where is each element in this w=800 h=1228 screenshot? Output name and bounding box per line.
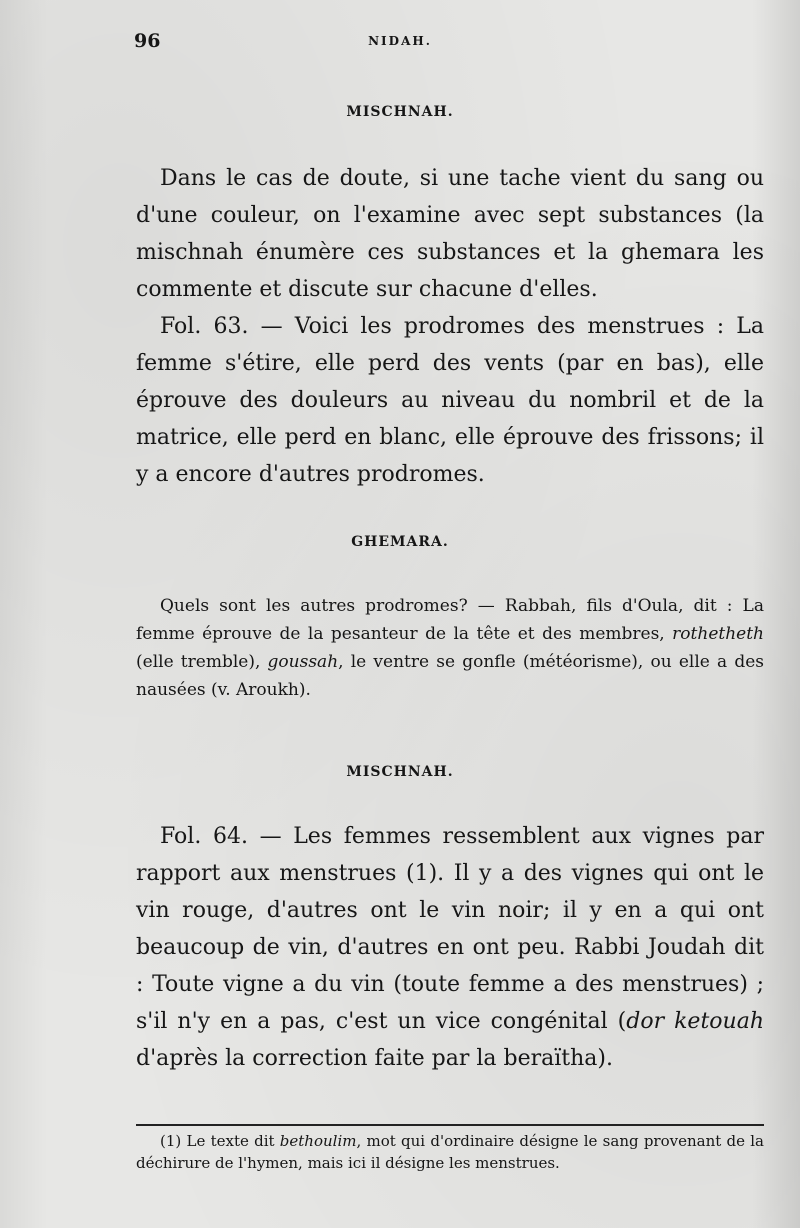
mischnah-heading-2: MISCHNAH. [346, 764, 454, 780]
ghemara-text-2: (elle tremble), [136, 652, 268, 672]
mischnah-paragraph-2: Fol. 63. — Voici les prodromes des menstrues : La femme s'étire, elle perd des vents (par en bas), elle éprouve des douleurs au niveau du nombril et de la matrice, elle perd en blanc, elle éprouve des frissons; il y a encore d'autres prodromes. [136, 314, 764, 487]
page-header [0, 30, 800, 60]
ghemara-heading: GHEMARA. [351, 534, 449, 550]
mischnah-section-1 [136, 160, 764, 493]
mischnah-text-1: Fol. 64. — Les femmes ressemblent aux vignes par rapport aux menstrues (1). Il y a des vignes qui ont le vin rouge, d'autres ont le vin noir; il y en a qui ont beaucoup de vin, d'autres en ont peu. Rabbi Joudah dit : Toute vigne a du vin (toute femme a des menstrues) ; s'il n'y en a pas, c'est un vice congénital ( [136, 824, 764, 1034]
footnote-paragraph [136, 1130, 764, 1174]
footnote-text-1: (1) Le texte dit [160, 1132, 280, 1150]
mischnah-paragraph-1: Dans le cas de doute, si une tache vient du sang ou d'une couleur, on l'examine avec sept substances (la mischnah énumère ces substances et la ghemara les commente et discute sur chacune d'elles. [136, 166, 764, 302]
mischnah-paragraph-3 [136, 818, 764, 1077]
running-title: NIDAH. [368, 34, 432, 48]
mischnah-term-dor-ketouah: dor ketouah [626, 1009, 764, 1034]
mischnah-heading-1: MISCHNAH. [346, 104, 454, 120]
ghemara-text-3: , le ventre se gonfle (météorisme), ou elle a des nausées (v. Aroukh). [136, 652, 764, 700]
ghemara-term-rothetheth: rothetheth [672, 624, 764, 644]
ghemara-text-1: Quels sont les autres prodromes? — Rabbah, fils d'Oula, dit : La femme éprouve de la pesanteur de la tête et des membres, [136, 596, 764, 644]
footnote-text-2: , mot qui d'ordinaire désigne le sang provenant de la déchirure de l'hymen, mais ici il désigne les menstrues. [136, 1132, 764, 1172]
ghemara-section [136, 592, 764, 704]
footnote [136, 1130, 764, 1174]
footnote-divider [136, 1124, 764, 1126]
mischnah-text-2: d'après la correction faite par la beraïtha). [136, 1046, 613, 1071]
mischnah-section-2 [136, 818, 764, 1077]
page-number: 96 [134, 30, 161, 52]
ghemara-paragraph [136, 592, 764, 704]
ghemara-term-goussah: goussah [267, 652, 339, 672]
footnote-term-bethoulim: bethoulim [279, 1132, 357, 1150]
